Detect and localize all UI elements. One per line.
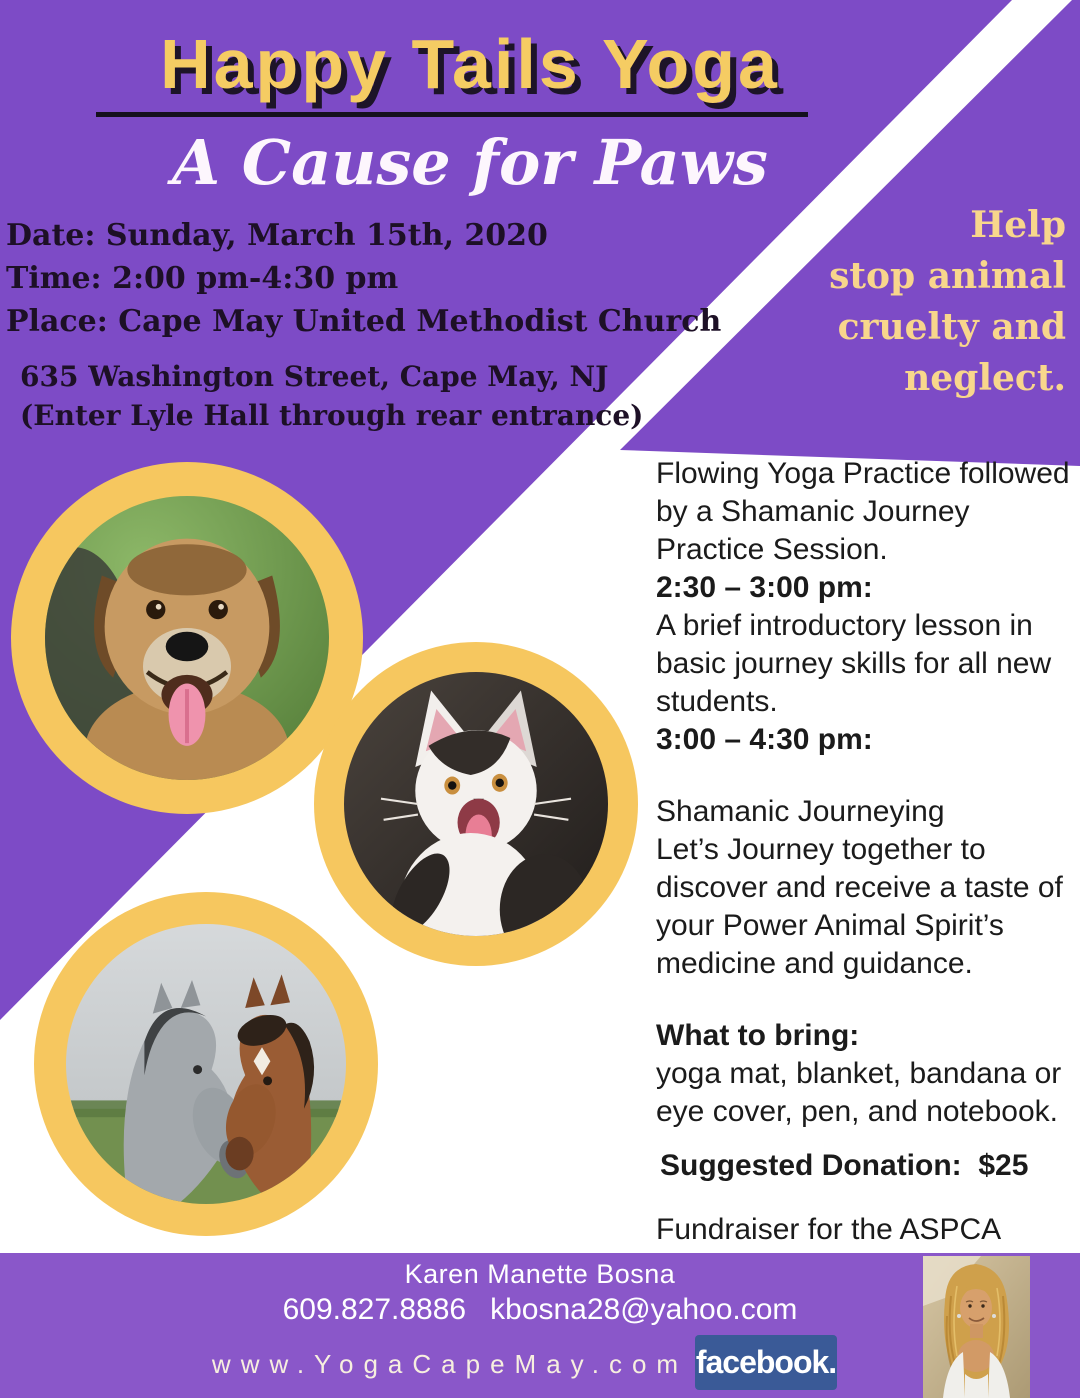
journey-line: Let’s Journey together to xyxy=(656,833,986,866)
what-to-bring-title: What to bring: xyxy=(656,1019,860,1052)
email-address[interactable]: kbosna28@yahoo.com xyxy=(490,1293,798,1326)
address-street: 635 Washington Street, Cape May, NJ xyxy=(20,360,609,393)
instructor-name: Karen Manette Bosna xyxy=(404,1259,676,1289)
bring-line: yoga mat, blanket, bandana or xyxy=(656,1057,1062,1090)
intro-line: by a Shamanic Journey xyxy=(656,495,970,528)
slot1-time: 2:30 – 3:00 pm: xyxy=(656,571,873,604)
kitten-photo-ring xyxy=(314,642,638,966)
slot1-line: students. xyxy=(656,685,778,718)
horses-photo-ring xyxy=(34,892,378,1236)
facebook-logo[interactable]: facebook. xyxy=(695,1335,837,1390)
cause-banner xyxy=(829,200,1066,404)
intro-line: Flowing Yoga Practice followed xyxy=(656,457,1070,490)
cause-banner-line: stop animal xyxy=(829,255,1066,297)
cause-banner-line: neglect. xyxy=(904,357,1066,399)
event-details xyxy=(656,455,1080,1249)
event-date: Date: Sunday, March 15th, 2020 xyxy=(6,218,548,253)
kitten-photo xyxy=(344,672,608,936)
page-subtitle: A Cause for Paws xyxy=(172,126,768,199)
title-underline xyxy=(96,112,808,117)
website-link[interactable]: www.YogaCapeMay.com xyxy=(211,1349,689,1379)
intro-line: Practice Session. xyxy=(656,533,888,566)
fundraiser-note: Fundraiser for the ASPCA xyxy=(656,1213,1002,1246)
phone-number: 609.827.8886 xyxy=(282,1293,467,1326)
journey-line: your Power Animal Spirit’s xyxy=(656,909,1004,942)
slot1-line: A brief introductory lesson in xyxy=(656,609,1033,642)
event-address xyxy=(20,357,643,435)
page-title: Happy Tails Yoga xyxy=(160,25,780,103)
dog-photo xyxy=(45,496,329,780)
cause-banner-line: cruelty and xyxy=(837,306,1066,348)
slot2-time: 3:00 – 4:30 pm: xyxy=(656,723,873,756)
footer xyxy=(0,1253,1080,1398)
slot1-line: basic journey skills for all new xyxy=(656,647,1052,680)
event-place: Place: Cape May United Methodist Church xyxy=(6,304,722,339)
instructor-photo xyxy=(923,1256,1030,1398)
journey-line: discover and receive a taste of xyxy=(656,871,1063,904)
event-time: Time: 2:00 pm-4:30 pm xyxy=(6,261,399,296)
contact-line xyxy=(0,1293,1080,1327)
horses-photo xyxy=(66,924,346,1204)
journey-line: Shamanic Journeying xyxy=(656,795,945,828)
event-info xyxy=(6,214,721,343)
suggested-donation: Suggested Donation: $25 xyxy=(660,1149,1029,1182)
dog-photo-ring xyxy=(11,462,363,814)
address-entrance-note: (Enter Lyle Hall through rear entrance) xyxy=(20,399,644,432)
bring-line: eye cover, pen, and notebook. xyxy=(656,1095,1058,1128)
journey-line: medicine and guidance. xyxy=(656,947,973,980)
cause-banner-line: Help xyxy=(970,204,1066,246)
